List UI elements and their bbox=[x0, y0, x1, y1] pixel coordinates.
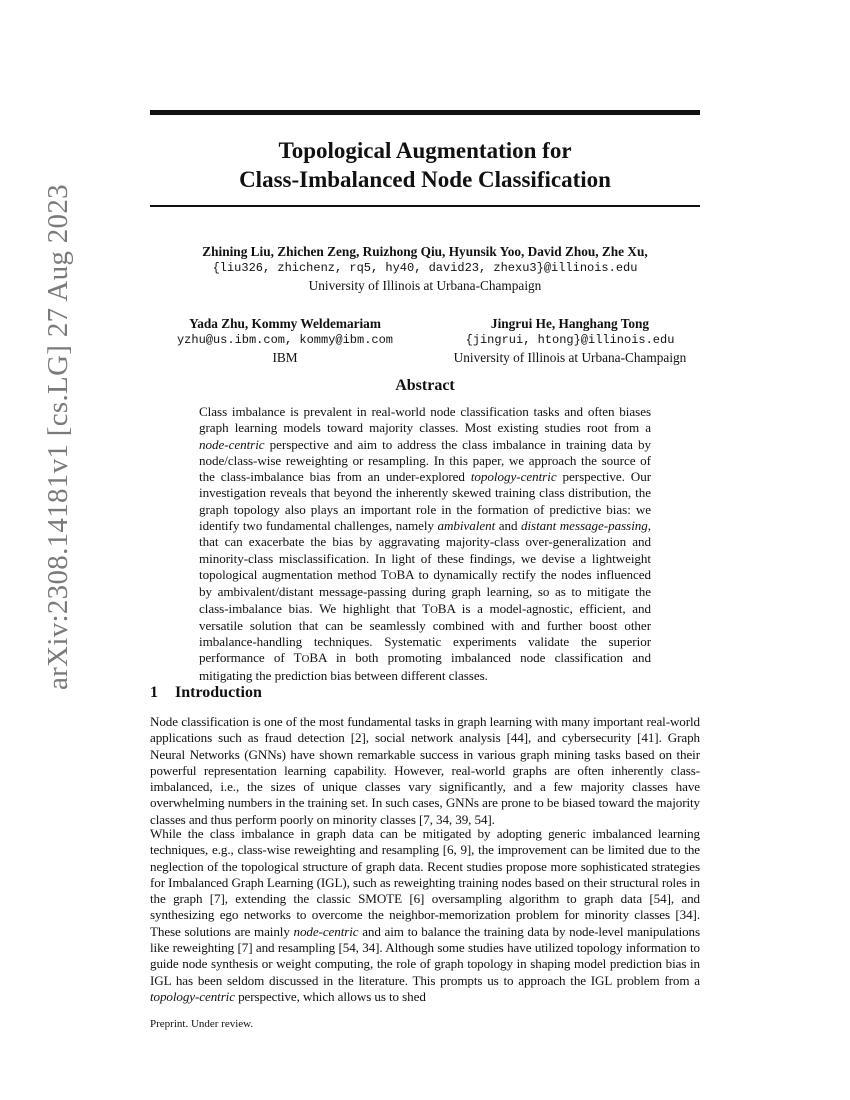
title-bottom-rule bbox=[150, 205, 700, 207]
author-names: Zhining Liu, Zhichen Zeng, Ruizhong Qiu, Hyunsik Yoo, David Zhou, Zhe Xu, bbox=[202, 244, 648, 259]
abstract-text: Class imbalance is prevalent in real-world node classification tasks and often biases graph learning models toward majority classes. Most existing studies root from a node-centric perspective and aim to address the class imbalance in training data by node/class-wise reweighting or resampling. In this paper, we approach the source of the class-imbalance bias from an under-explored topology-centric perspective. Our investigation reveals that beyond the inherently skewed training class distribution, the graph topology also plays an important role in the formation of predictive bias: we identify two fundamental challenges, namely ambivalent and distant message-passing, that can exacerbate the bias by aggravating majority-class over-generalization and minority-class misclassification. In light of these findings, we devise a lightweight topological augmentation method TOBA to dynamically rectify the nodes influenced by ambivalent/distant message-passing during graph learning, so as to mitigate the class-imbalance bias. We highlight that TOBA is a model-agnostic, efficient, and versatile solution that can be seamlessly combined with and further boost other imbalance-handling techniques. Systematic experiments validate the superior performance of TOBA in both promoting imbalanced node classification and mitigating the prediction bias between different classes. bbox=[199, 404, 652, 683]
author-names: Yada Zhu, Kommy Weldemariam bbox=[189, 316, 381, 331]
author-emails: yzhu@us.ibm.com, kommy@ibm.com bbox=[176, 333, 394, 347]
author-affiliation: University of Illinois at Urbana-Champaign bbox=[453, 350, 687, 365]
author-affiliation: IBM bbox=[272, 350, 298, 365]
section-heading-introduction bbox=[150, 684, 700, 702]
paper-title bbox=[150, 136, 700, 194]
intro-paragraph-2: While the class imbalance in graph data can be mitigated by adopting generic imbalanced learning techniques, e.g., class-wise reweighting and resampling [6, 9], the improvement can be limited due to the neglection of the topological structure of graph data. Recent studies propose more sophisticated strategies for Imbalanced Graph Learning (IGL), such as reweighting training nodes based on their structural roles in the graph [7], extending the classic SMOTE [6] oversampling algorithm to graph data [54], and synthesizing ego networks to overcome the neighbor-memorization problem for minority classes [34]. These solutions are mainly node-centric and aim to balance the training data by node-level manipulations like reweighting [7] and resampling [54, 34]. Although some studies have utilized topology information to guide node synthesis or weight computing, the role of graph topology in shaping model prediction bias in IGL has been seldom discussed in the literature. This prompts us to approach the IGL problem from a topology-centric perspective, which allows us to shed bbox=[150, 826, 700, 1004]
title-line-2: Class-Imbalanced Node Classification bbox=[239, 167, 611, 192]
arxiv-stamp: arXiv:2308.14181v1 [cs.LG] 27 Aug 2023 bbox=[42, 184, 74, 690]
author-block-ibm bbox=[150, 315, 420, 366]
footer-note: Preprint. Under review. bbox=[150, 1018, 254, 1030]
author-affiliation: University of Illinois at Urbana-Champaign bbox=[308, 278, 542, 293]
author-emails: {liu326, zhichenz, rq5, hy40, david23, zhexu3}@illinois.edu bbox=[212, 261, 638, 275]
title-line-1: Topological Augmentation for bbox=[278, 138, 572, 163]
author-block-main bbox=[150, 243, 700, 294]
intro-paragraph-1: Node classification is one of the most fundamental tasks in graph learning with many important real-world applications such as fraud detection [2], social network analysis [44], and cybersecurity [41]. Graph Neural Networks (GNNs) have shown remarkable success in various graph mining tasks based on their powerful representation learning capability. However, real-world graphs are often inherently class-imbalanced, i.e., the sizes of unique classes vary significantly, and a few majority classes have overwhelming numbers in the training set. In such cases, GNNs are prone to be biased toward the majority classes and thus perform poorly on minority classes [7, 34, 39, 54]. bbox=[150, 714, 700, 827]
section-number: 1 bbox=[150, 684, 158, 701]
section-title: Introduction bbox=[175, 684, 262, 701]
author-block-uiuc bbox=[420, 315, 720, 366]
author-emails: {jingrui, htong}@illinois.edu bbox=[465, 333, 675, 347]
author-names: Jingrui He, Hanghang Tong bbox=[490, 316, 650, 331]
abstract-heading: Abstract bbox=[395, 377, 455, 394]
title-top-rule bbox=[150, 110, 700, 115]
